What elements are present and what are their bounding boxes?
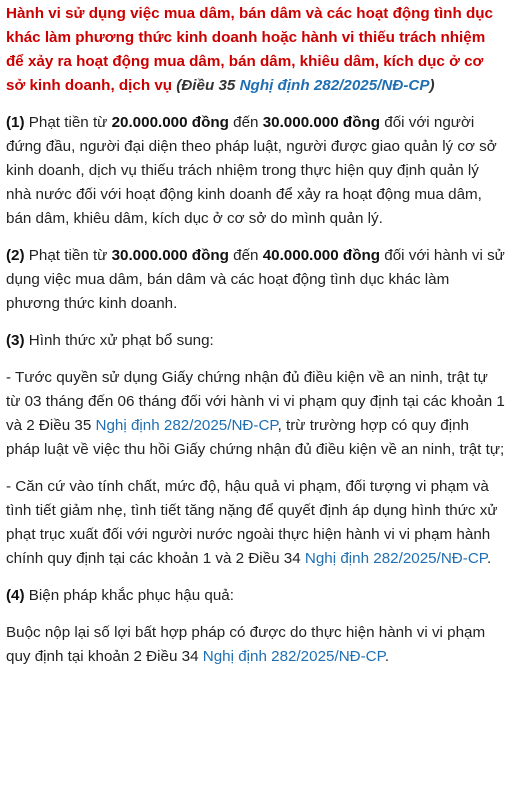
title-ref-open: (Điều 35 <box>172 77 240 94</box>
text-segment: đến <box>228 114 263 131</box>
decree-link[interactable]: Nghị định 282/2025/NĐ-CP <box>304 550 487 567</box>
text-segment: - Tước quyền sử dụng Giấy chứng nhận đủ điều kiện về an ninh, trật tự từ 03 tháng đến 06 tháng đối với hành vi vi phạm quy định tại các khoản 1 và 2 Điều 35 <box>6 369 505 434</box>
clause-number: (1) <box>6 114 25 131</box>
text-segment: đối với hành vi sử dụng việc mua dâm, bán dâm và các hoạt động tình dục khác làm phương thức kinh doanh. <box>6 247 505 312</box>
title-ref-close: ) <box>429 77 435 94</box>
text-segment: , trừ trường hợp có quy định pháp luật về việc thu hồi Giấy chứng nhận đủ điều kiện về an ninh, trật tự; <box>6 417 505 458</box>
additional-penalty-item-2 <box>6 475 506 571</box>
text-segment: Hình thức xử phạt bổ sung: <box>24 332 214 349</box>
additional-penalty-heading <box>6 329 506 353</box>
decree-link[interactable]: Nghị định 282/2025/NĐ-CP <box>95 417 278 434</box>
remedial-measures-item <box>6 621 506 669</box>
fine-min-amount: 30.000.000 đồng <box>111 247 229 264</box>
clause-number: (4) <box>6 587 25 604</box>
decree-link[interactable]: Nghị định 282/2025/NĐ-CP <box>202 648 385 665</box>
text-segment: Phạt tiền từ <box>24 247 112 264</box>
fine-min-amount: 20.000.000 đồng <box>111 114 229 131</box>
clause-number: (2) <box>6 247 25 264</box>
clause-number: (3) <box>6 332 25 349</box>
fine-max-amount: 30.000.000 đồng <box>262 114 381 131</box>
remedial-measures-heading <box>6 584 506 608</box>
text-segment: Buộc nộp lại số lợi bất hợp pháp có được do thực hiện hành vi vi phạm quy định tại khoản 2 Điều 34 <box>6 624 486 665</box>
text-segment: Biện pháp khắc phục hậu quả: <box>24 587 234 604</box>
text-segment: . <box>384 648 390 665</box>
section-title-text: Hành vi sử dụng việc mua dâm, bán dâm và các hoạt động tình dục khác làm phương thức kinh doanh hoặc hành vi thiếu trách nhiệm để xảy ra hoạt động mua dâm, bán dâm, khiêu dâm, kích dục ở cơ sở kinh doanh, dịch vụ <box>6 5 493 94</box>
title-reference <box>172 77 434 94</box>
penalty-paragraph-1 <box>6 111 506 231</box>
text-segment: đối với người đứng đầu, người đại diện theo pháp luật, người được giao quản lý cơ sở kinh doanh, dịch vụ thiếu trách nhiệm trong thực hiện quy định quản lý nhà nước đối với hoạt động kinh doanh để xảy ra hoạt động mua dâm, bán dâm, khiêu dâm, kích dục ở cơ sở do mình quản lý. <box>6 114 497 227</box>
text-segment: Phạt tiền từ <box>24 114 112 131</box>
penalty-paragraph-2 <box>6 244 506 316</box>
additional-penalty-item-1 <box>6 366 506 462</box>
title-decree-link[interactable]: Nghị định 282/2025/NĐ-CP <box>239 77 430 94</box>
text-segment: . <box>486 550 492 567</box>
text-segment: - Căn cứ vào tính chất, mức độ, hậu quả vi phạm, đối tượng vi phạm và tình tiết giảm nhẹ, tình tiết tăng nặng để quyết định áp dụng hình thức xử phạt trục xuất đối với người nước ngoài thực hiện hành vi vi phạm hành chính quy định tại các khoản 1 và 2 Điều 34 <box>6 478 498 567</box>
section-title <box>6 0 506 98</box>
text-segment: đến <box>228 247 263 264</box>
fine-max-amount: 40.000.000 đồng <box>262 247 381 264</box>
